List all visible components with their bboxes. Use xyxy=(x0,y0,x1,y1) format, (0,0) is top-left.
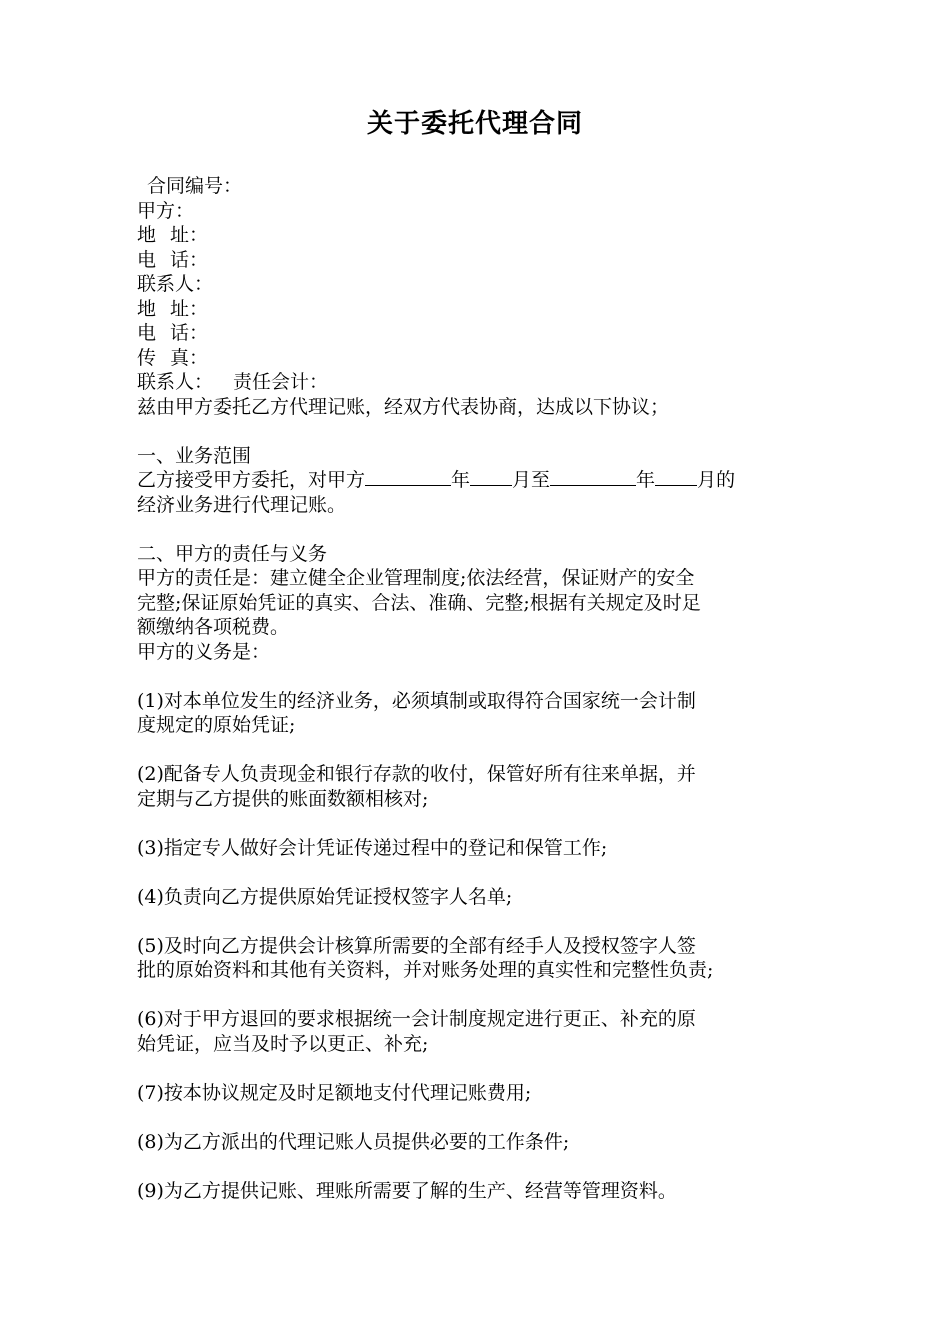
document-body xyxy=(137,174,827,1203)
duty-item-1-cont: 度规定的原始凭证; xyxy=(137,714,296,736)
duty-item-7: (7)按本协议规定及时足额地支付代理记账费用; xyxy=(137,1081,532,1104)
section-1-line-1 xyxy=(137,468,827,493)
duty-item-9: (9)为乙方提供记账、理账所需要了解的生产、经营等管理资料。 xyxy=(137,1179,677,1202)
section-1-text-e: 月的 xyxy=(697,469,736,491)
spacer xyxy=(137,983,827,1008)
duty-item-6: (6)对于甲方退回的要求根据统一会计制度规定进行更正、补充的原 xyxy=(137,1008,696,1030)
document-title: 关于委托代理合同 xyxy=(366,109,583,139)
party-a-contact-field: 联系人： xyxy=(137,273,214,295)
spacer xyxy=(137,1105,827,1130)
address-label-char1: 地 xyxy=(137,224,157,246)
blank-month-end xyxy=(655,468,697,486)
duty-item-3: (3)指定专人做好会计凭证传递过程中的登记和保管工作; xyxy=(137,836,608,859)
duty-item-5-cont: 批的原始资料和其他有关资料，并对账务处理的真实性和完整性负责; xyxy=(137,959,714,981)
phone-label-char1: 电 xyxy=(137,248,157,271)
duty-item-2-cont: 定期与乙方提供的账面数额相核对; xyxy=(137,787,429,810)
party-b-contact-field: 联系人： xyxy=(137,371,214,393)
section-1-text-b: 年 xyxy=(451,469,471,491)
spacer xyxy=(137,1154,827,1179)
party-b-phone-field xyxy=(137,321,827,346)
responsible-accountant-field: 责任会计： xyxy=(233,371,329,393)
spacer xyxy=(137,811,827,836)
party-a-address-field xyxy=(137,223,827,248)
phone-label-char1: 电 xyxy=(137,322,157,344)
spacer xyxy=(137,664,827,689)
blank-year-end xyxy=(550,468,636,486)
section-1-heading: 一、业务范围 xyxy=(137,444,252,467)
contract-number-field: 合同编号： xyxy=(147,175,243,197)
spacer xyxy=(137,860,827,885)
section-1-text-a: 乙方接受甲方委托，对甲方 xyxy=(137,469,366,491)
preamble: 兹由甲方委托乙方代理记账，经双方代表协商，达成以下协议； xyxy=(137,395,670,418)
spacer xyxy=(137,1056,827,1081)
duty-item-4: (4)负责向乙方提供原始凭证授权签字人名单; xyxy=(137,885,513,908)
duty-item-6-cont: 始凭证，应当及时予以更正、补充; xyxy=(137,1032,429,1055)
spacer xyxy=(137,517,827,542)
fax-label-char1: 传 xyxy=(137,346,157,369)
section-1-text-c: 月至 xyxy=(512,469,551,491)
section-1-line-2: 经济业务进行代理记账。 xyxy=(137,493,347,516)
phone-label-char2: 话： xyxy=(170,322,209,344)
party-a-responsibility-line: 甲方的责任是：建立健全企业管理制度;依法经营，保证财产的安全 xyxy=(137,567,695,589)
party-a-phone-field xyxy=(137,248,827,273)
party-a-responsibility-line: 额缴纳各项税费。 xyxy=(137,616,290,638)
spacer xyxy=(137,738,827,763)
address-label-char1: 地 xyxy=(137,297,157,320)
duty-item-5: (5)及时向乙方提供会计核算所需要的全部有经手人及授权签字人签 xyxy=(137,934,696,957)
fax-label-char2: 真： xyxy=(170,346,209,369)
duty-item-8: (8)为乙方派出的代理记账人员提供必要的工作条件; xyxy=(137,1130,570,1153)
section-2-heading: 二、甲方的责任与义务 xyxy=(137,542,328,565)
section-1-text-d: 年 xyxy=(636,469,656,491)
party-b-fax-field xyxy=(137,346,827,371)
party-a-duty-intro: 甲方的义务是： xyxy=(137,640,271,663)
address-label-char2: 址： xyxy=(170,297,209,320)
spacer xyxy=(137,909,827,934)
duty-item-1: (1)对本单位发生的经济业务，必须填制或取得符合国家统一会计制 xyxy=(137,689,696,712)
blank-year-start xyxy=(365,468,451,486)
party-b-address-field xyxy=(137,297,827,322)
party-a-responsibility-line: 完整;保证原始凭证的真实、合法、准确、完整;根据有关规定及时足 xyxy=(137,591,701,614)
party-a-field: 甲方： xyxy=(137,199,195,222)
spacer xyxy=(137,419,827,444)
address-label-char2: 址： xyxy=(170,224,209,246)
phone-label-char2: 话： xyxy=(170,248,209,271)
duty-item-2: (2)配备专人负责现金和银行存款的收付，保管好所有往来单据，并 xyxy=(137,763,696,785)
party-b-contact-row xyxy=(137,370,827,395)
blank-month-start xyxy=(470,468,512,486)
